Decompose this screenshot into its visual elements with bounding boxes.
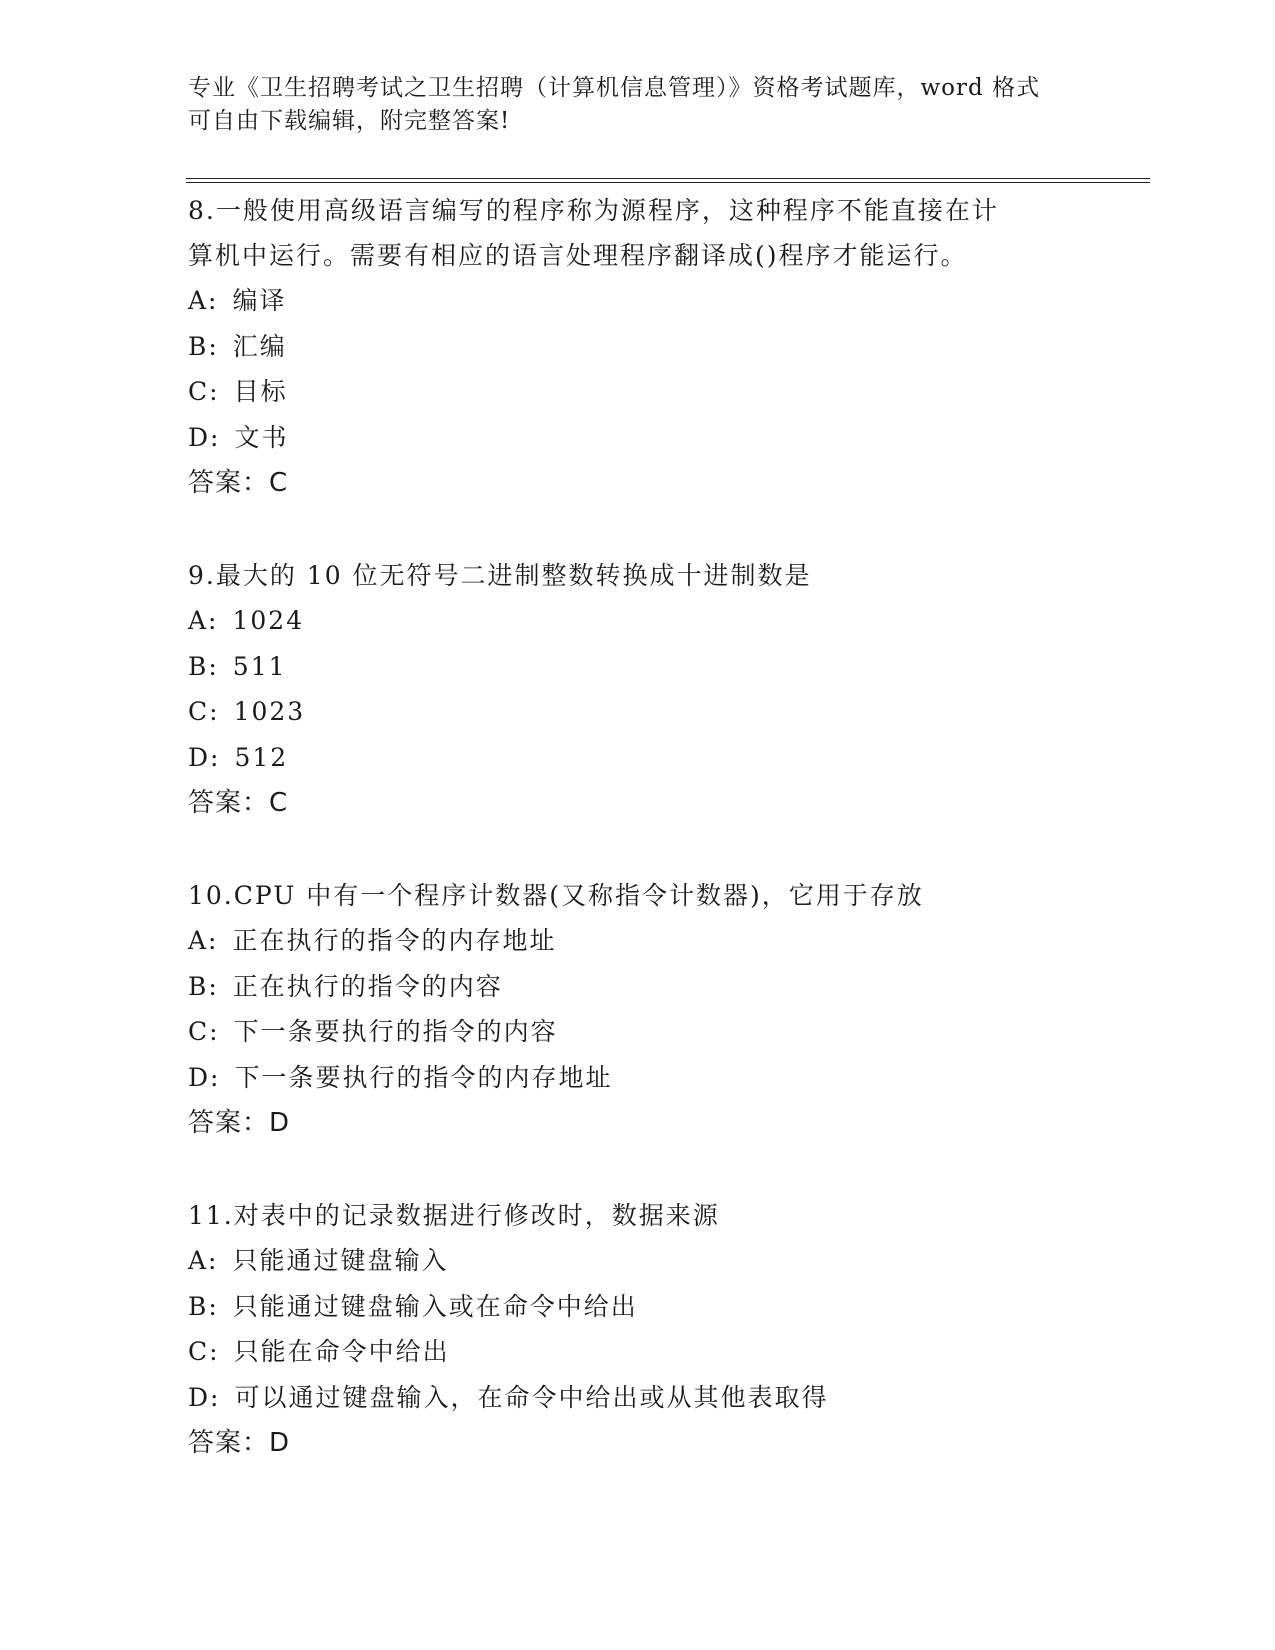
option-text: 目标 — [233, 377, 288, 406]
option-b — [188, 324, 1088, 370]
answer-line: 答案：C — [188, 468, 289, 498]
option-text: 511 — [232, 651, 287, 681]
option-key: C: — [188, 1017, 220, 1046]
option-text: 正在执行的指令的内容 — [232, 971, 503, 1001]
option-b — [188, 1284, 1088, 1330]
option-d — [188, 735, 1088, 781]
option-text: 正在执行的指令的内存地址 — [232, 926, 557, 955]
option-key: D: — [188, 1062, 221, 1092]
header-divider-top — [186, 178, 1150, 179]
option-d — [188, 1375, 1088, 1421]
option-d — [188, 415, 1088, 461]
header-line-1: 专业《卫生招聘考试之卫生招聘（计算机信息管理）》资格考试题库，word 格式 — [188, 75, 1041, 101]
question-10 — [188, 873, 1088, 1146]
question-text: 10.CPU 中有一个程序计数器(又称指令计数器)，它用于存放 — [188, 881, 924, 910]
option-text: 512 — [234, 742, 289, 772]
question-8 — [188, 188, 1088, 506]
option-text: 汇编 — [232, 331, 287, 361]
header-line-2: 可自由下载编辑，附完整答案! — [188, 108, 511, 134]
option-key: A: — [188, 286, 219, 315]
answer-line: 答案：C — [188, 788, 289, 818]
option-a — [188, 598, 1088, 644]
option-text: 1024 — [232, 606, 305, 635]
answer-line: 答案：D — [188, 1428, 291, 1458]
option-key: C: — [188, 377, 220, 406]
question-list — [188, 188, 1088, 1513]
option-key: C: — [188, 697, 220, 726]
answer-line: 答案：D — [188, 1108, 291, 1138]
option-key: A: — [188, 606, 219, 635]
question-text: 9.最大的 10 位无符号二进制整数转换成十进制数是 — [188, 561, 812, 590]
option-a — [188, 918, 1088, 964]
question-11 — [188, 1193, 1088, 1466]
option-text: 只能通过键盘输入 — [232, 1246, 449, 1275]
option-key: B: — [188, 971, 219, 1001]
option-text: 下一条要执行的指令的内容 — [233, 1017, 558, 1046]
option-b — [188, 964, 1088, 1010]
option-key: D: — [188, 742, 221, 772]
option-key: B: — [188, 651, 219, 681]
question-text: 8.一般使用高级语言编写的程序称为源程序，这种程序不能直接在计 — [188, 196, 999, 225]
option-key: B: — [188, 1291, 219, 1321]
question-9 — [188, 553, 1088, 826]
question-text: 11.对表中的记录数据进行修改时，数据来源 — [188, 1201, 720, 1230]
option-text: 1023 — [233, 697, 306, 726]
option-c — [188, 1329, 1088, 1375]
option-key: A: — [188, 1246, 219, 1275]
option-c — [188, 1009, 1088, 1055]
option-key: D: — [188, 422, 221, 452]
option-b — [188, 644, 1088, 690]
option-a — [188, 1238, 1088, 1284]
option-text: 文书 — [234, 422, 289, 452]
option-text: 只能在命令中给出 — [233, 1337, 450, 1366]
option-text: 只能通过键盘输入或在命令中给出 — [232, 1291, 638, 1321]
option-key: C: — [188, 1337, 220, 1366]
option-c — [188, 369, 1088, 415]
option-key: D: — [188, 1382, 221, 1412]
header-divider-bottom — [186, 182, 1150, 183]
option-key: A: — [188, 926, 219, 955]
option-c — [188, 689, 1088, 735]
option-a — [188, 278, 1088, 324]
option-text: 编译 — [232, 286, 287, 315]
option-key: B: — [188, 331, 219, 361]
option-text: 下一条要执行的指令的内存地址 — [234, 1062, 613, 1092]
option-d — [188, 1055, 1088, 1101]
question-text-continued: 算机中运行。需要有相应的语言处理程序翻译成()程序才能运行。 — [188, 241, 968, 270]
option-text: 可以通过键盘输入，在命令中给出或从其他表取得 — [234, 1382, 829, 1412]
document-header — [188, 72, 1088, 138]
